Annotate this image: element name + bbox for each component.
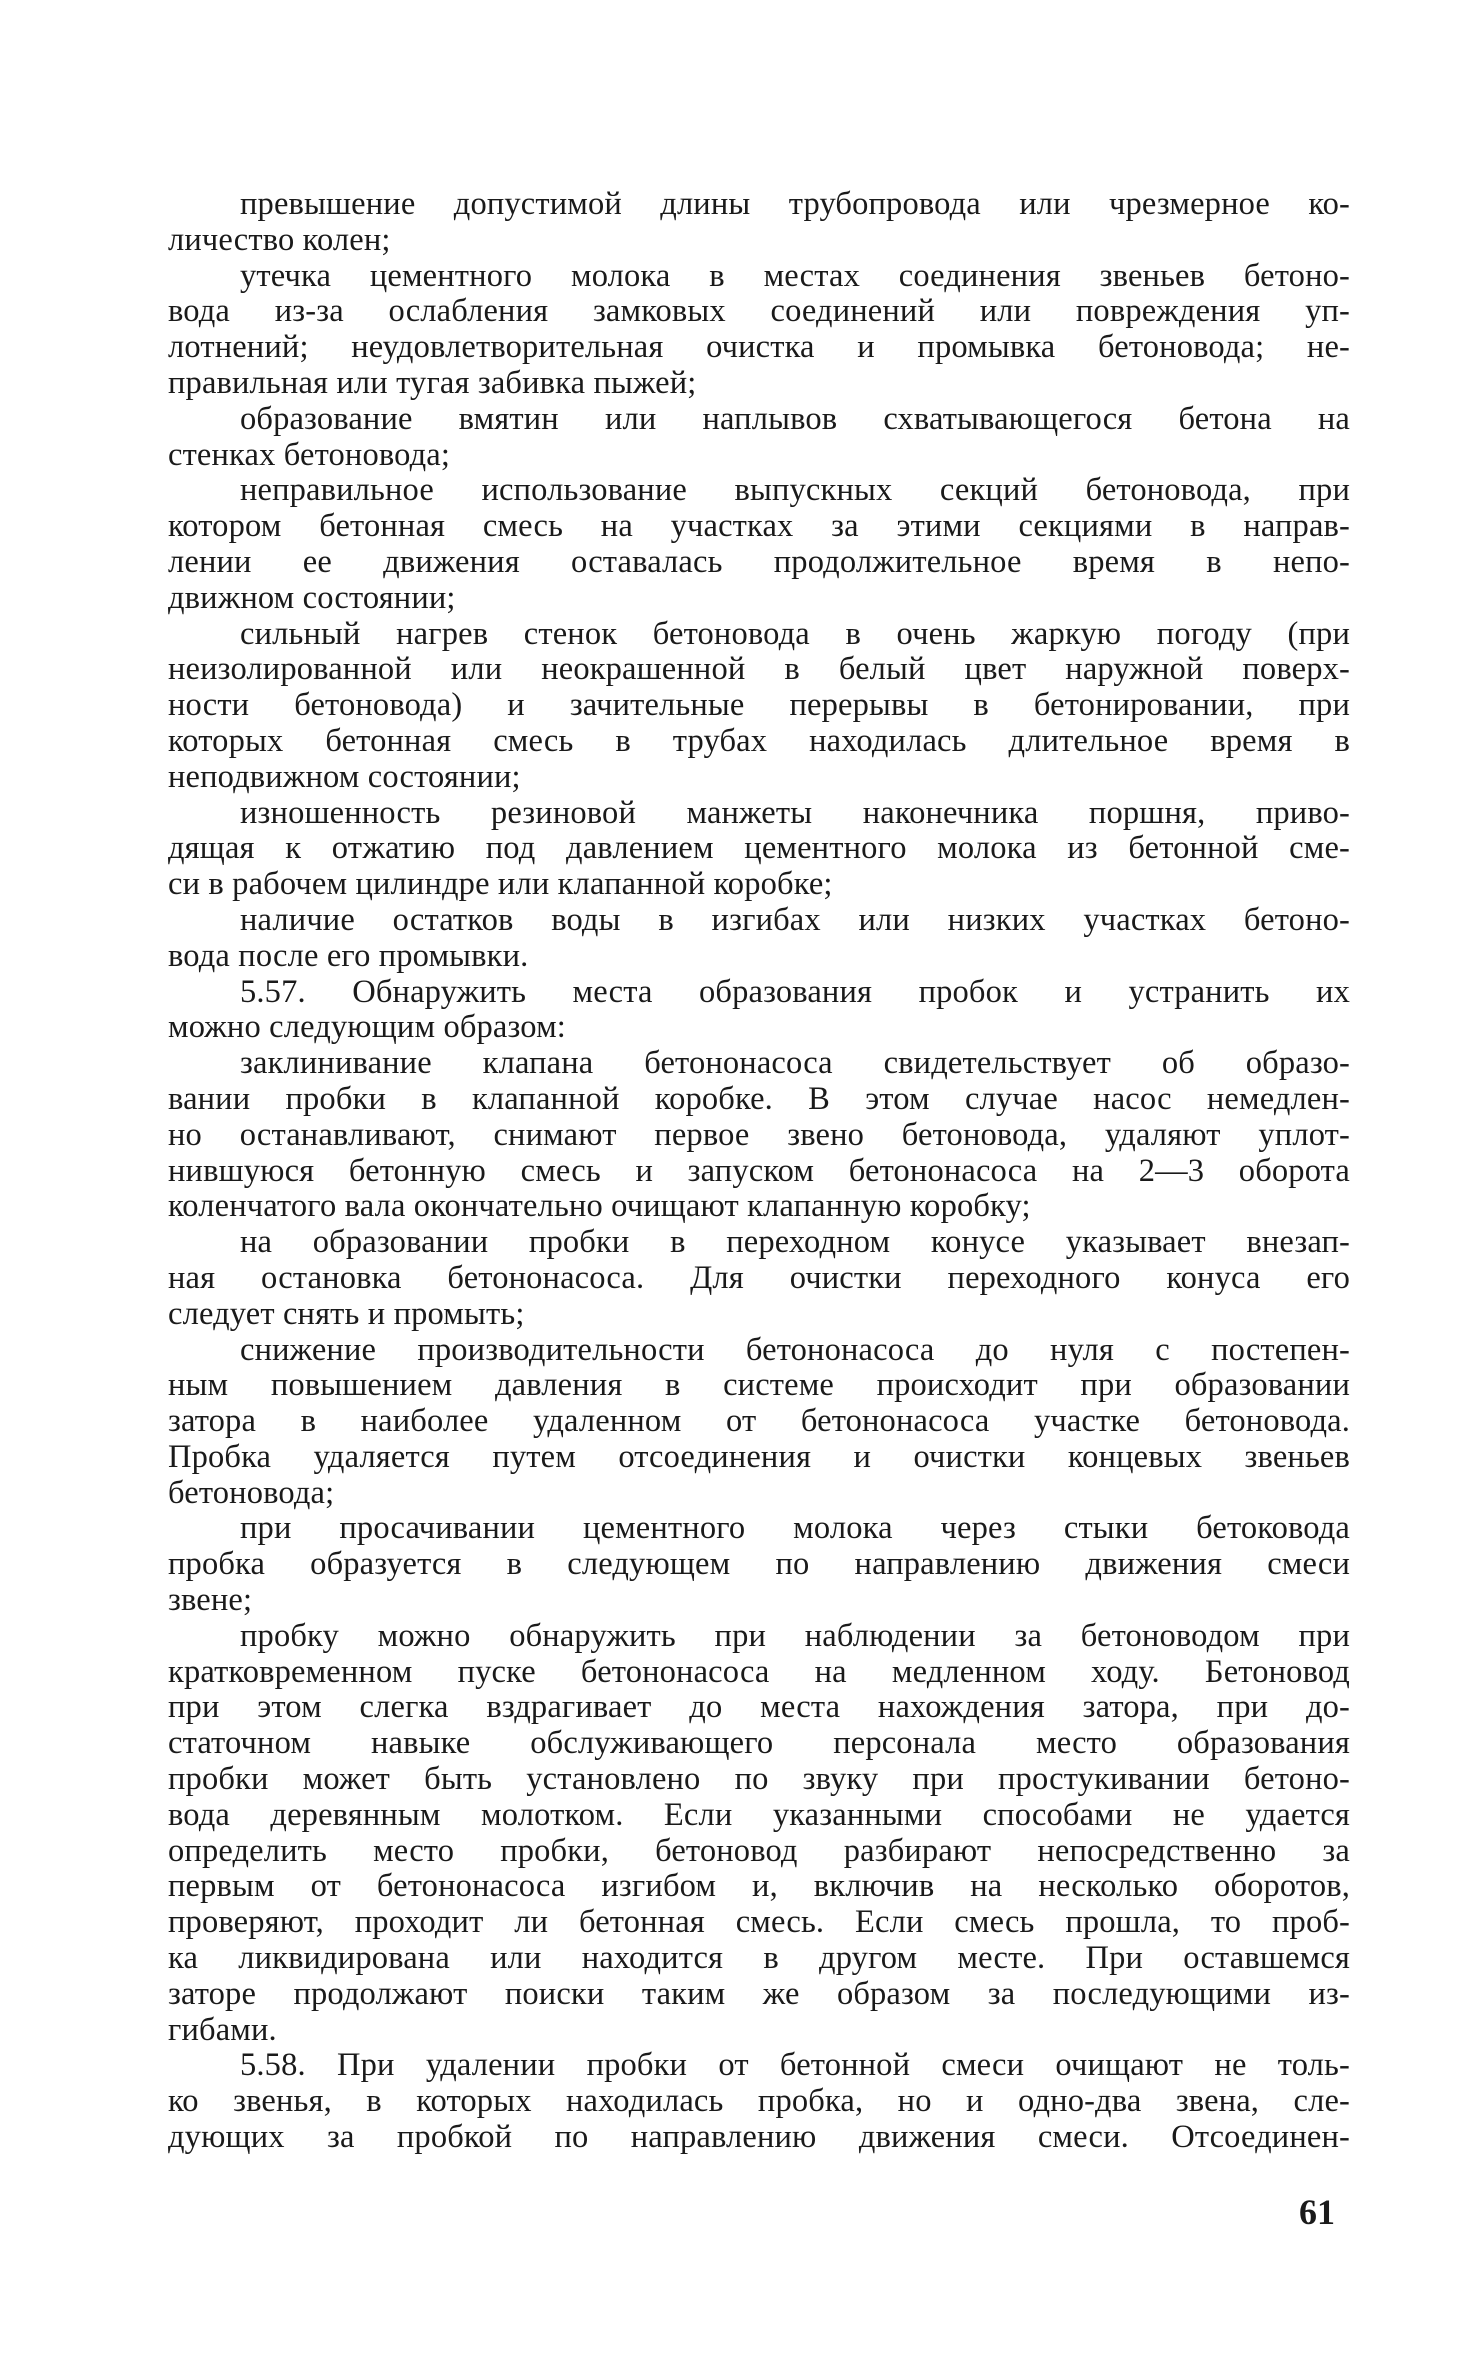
text-line: личество колен; — [168, 221, 391, 258]
text-line: заторе продолжают поиски таким же образом за последующими из- — [168, 1975, 1350, 2012]
text-line: ная остановка бетононасоса. Для очистки переходного конуса его — [168, 1259, 1350, 1296]
text-line: правильная или тугая забивка пыжей; — [168, 364, 697, 401]
text-line: лении ее движения оставалась продолжительное время в непо- — [168, 543, 1350, 580]
text-line: снижение производительности бетононасоса до нуля с постепен- — [240, 1331, 1350, 1368]
text-line: кратковременном пуске бетононасоса на медленном ходу. Бетоновод — [168, 1653, 1350, 1690]
text-line: бетоновода; — [168, 1474, 335, 1511]
text-line: неправильное использование выпускных секций бетоновода, при — [240, 472, 1350, 509]
text-line: стенках бетоновода; — [168, 436, 451, 473]
text-line: ным повышением давления в системе происходит при образовании — [168, 1367, 1350, 1404]
text-line: пробка образуется в следующем по направлению движения смеси — [168, 1546, 1350, 1583]
text-line: коленчатого вала окончательно очищают клапанную коробку; — [168, 1188, 1031, 1225]
page-number: 61 — [1299, 2192, 1335, 2232]
text-line: дящая к отжатию под давлением цементного молока из бетонной сме- — [168, 830, 1350, 867]
text-line: неподвижном состоянии; — [168, 758, 521, 795]
text-line: образование вмятин или наплывов схватывающегося бетона на — [240, 400, 1350, 437]
text-line: при просачивании цементного молока через стыки бетоковода — [240, 1510, 1350, 1547]
text-line: изношенность резиновой манжеты наконечника поршня, приво- — [240, 794, 1350, 831]
text-line: вода деревянным молотком. Если указанными способами не удается — [168, 1796, 1350, 1833]
text-line: утечка цементного молока в местах соединения звеньев бетоно- — [240, 257, 1350, 294]
text-line: наличие остатков воды в изгибах или низких участках бетоно- — [240, 901, 1350, 938]
text-line: на образовании пробки в переходном конусе указывает внезап- — [240, 1224, 1350, 1261]
text-line: вании пробки в клапанной коробке. В этом случае насос немедлен- — [168, 1080, 1350, 1117]
text-line: первым от бетононасоса изгибом и, включив на несколько оборотов, — [168, 1868, 1350, 1905]
text-line: нившуюся бетонную смесь и запуском бетононасоса на 2—3 оборота — [168, 1152, 1350, 1189]
text-line: 5.58. При удалении пробки от бетонной смеси очищают не толь- — [240, 2047, 1350, 2084]
body-text — [168, 187, 1350, 2156]
text-line: определить место пробки, бетоновод разбирают непосредственно за — [168, 1832, 1350, 1869]
text-line: следует снять и промыть; — [168, 1295, 525, 1332]
text-line: вода из-за ослабления замковых соединений или повреждения уп- — [168, 293, 1350, 330]
text-line: неизолированной или неокрашенной в белый цвет наружной поверх- — [168, 651, 1350, 688]
text-line: ка ликвидирована или находится в другом месте. При оставшемся — [168, 1940, 1350, 1977]
text-line: проверяют, проходит ли бетонная смесь. Если смесь прошла, то проб- — [168, 1904, 1350, 1941]
text-line: лотнений; неудовлетворительная очистка и промывка бетоновода; не- — [168, 329, 1350, 366]
text-line: которых бетонная смесь в трубах находилась длительное время в — [168, 722, 1350, 759]
text-line: можно следующим образом: — [168, 1009, 566, 1046]
text-line: пробку можно обнаружить при наблюдении за бетоноводом при — [240, 1617, 1350, 1654]
text-line: Пробка удаляется путем отсоединения и очистки концевых звеньев — [168, 1438, 1350, 1475]
text-line: статочном навыке обслуживающего персонала место образования — [168, 1725, 1350, 1762]
text-line: при этом слегка вздрагивает до места нахождения затора, при до- — [168, 1689, 1350, 1726]
text-line: звене; — [168, 1582, 253, 1619]
text-line: гибами. — [168, 2011, 277, 2048]
text-line: вода после его промывки. — [168, 937, 529, 974]
text-line: си в рабочем цилиндре или клапанной коробке; — [168, 866, 833, 903]
text-line: дующих за пробкой по направлению движения смеси. Отсоединен- — [168, 2119, 1350, 2156]
text-line: котором бетонная смесь на участках за этими секциями в направ- — [168, 508, 1350, 545]
text-line: заклинивание клапана бетононасоса свидетельствует об образо- — [240, 1045, 1350, 1082]
text-line: но останавливают, снимают первое звено бетоновода, удаляют уплот- — [168, 1116, 1350, 1153]
text-line: пробки может быть установлено по звуку при простукивании бетоно- — [168, 1761, 1350, 1798]
text-line: затора в наиболее удаленном от бетононасоса участке бетоновода. — [168, 1403, 1350, 1440]
text-line: превышение допустимой длины трубопровода или чрезмерное ко- — [240, 186, 1350, 222]
text-line: 5.57. Обнаружить места образования пробок и устранить их — [240, 973, 1350, 1010]
text-line: движном состоянии; — [168, 579, 456, 616]
text-line: сильный нагрев стенок бетоновода в очень жаркую погоду (при — [240, 615, 1350, 652]
text-line: ко звенья, в которых находилась пробка, но и одно-два звена, сле- — [168, 2083, 1350, 2120]
text-line: ности бетоновода) и зачительные перерывы в бетонировании, при — [168, 687, 1350, 724]
